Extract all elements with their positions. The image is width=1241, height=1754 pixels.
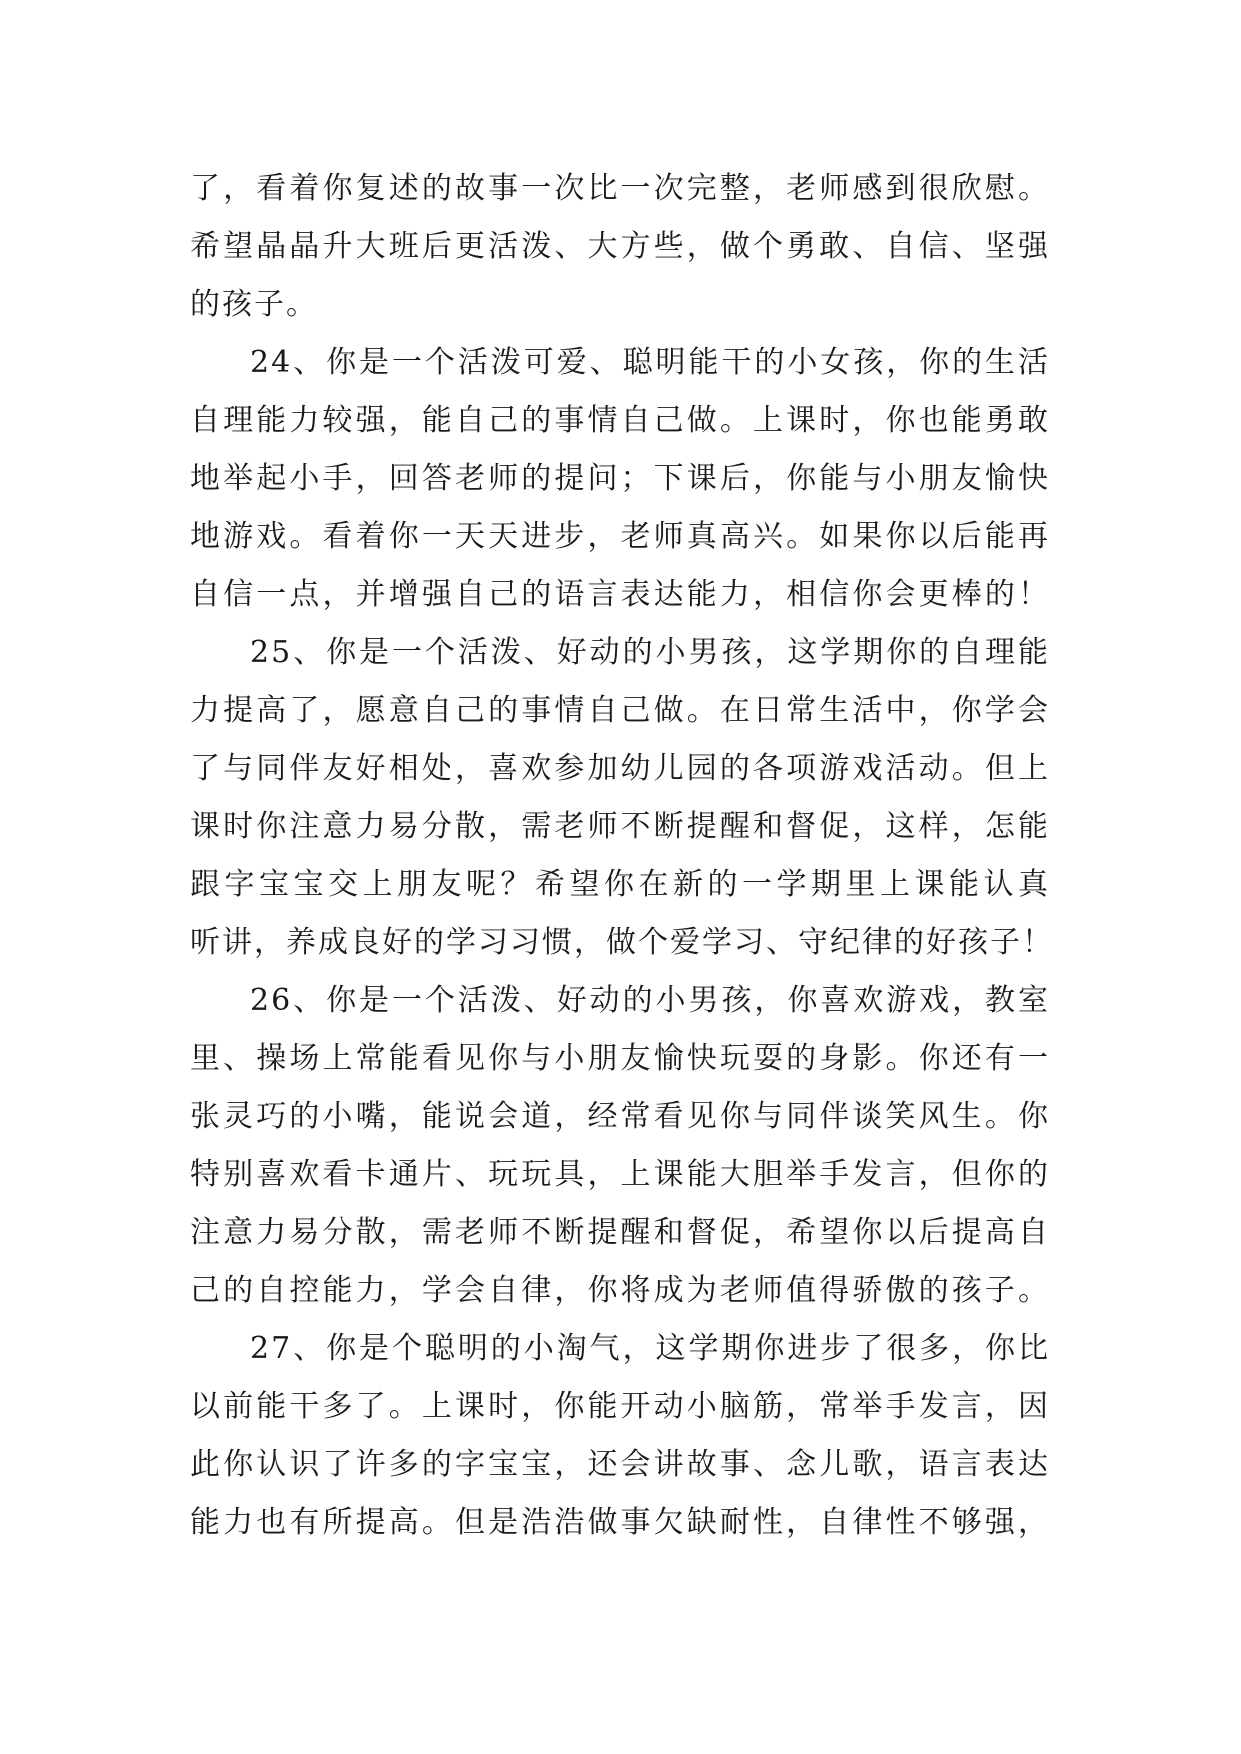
text-line: 自理能力较强，能自己的事情自己做。上课时，你也能勇敢: [190, 403, 1050, 438]
text-line: 地举起小手，回答老师的提问；下课后，你能与小朋友愉快: [190, 461, 1050, 496]
text-line: 跟字宝宝交上朋友呢？希望你在新的一学期里上课能认真: [190, 867, 1050, 902]
paragraph-continuation: [190, 160, 1050, 334]
paragraph-27: [190, 1320, 1050, 1552]
text-line: 特别喜欢看卡通片、玩玩具，上课能大胆举手发言，但你的: [190, 1157, 1050, 1192]
text-line: 自信一点，并增强自己的语言表达能力，相信你会更棒的！: [190, 577, 1050, 612]
text-line: 希望晶晶升大班后更活泼、大方些，做个勇敢、自信、坚强: [190, 229, 1050, 264]
text-line: 能力也有所提高。但是浩浩做事欠缺耐性，自律性不够强，: [190, 1505, 1050, 1540]
text-line: 地游戏。看着你一天天进步，老师真高兴。如果你以后能再: [190, 519, 1050, 554]
paragraph-26: [190, 972, 1050, 1320]
text-line: 了，看着你复述的故事一次比一次完整，老师感到很欣慰。: [190, 171, 1050, 206]
document-body: [190, 160, 1054, 1552]
text-line: 力提高了，愿意自己的事情自己做。在日常生活中，你学会: [190, 693, 1050, 728]
text-line: 25、你是一个活泼、好动的小男孩，这学期你的自理能: [250, 635, 1050, 670]
text-line: 里、操场上常能看见你与小朋友愉快玩耍的身影。你还有一: [190, 1041, 1050, 1076]
text-line: 27、你是个聪明的小淘气，这学期你进步了很多，你比: [250, 1331, 1050, 1366]
text-line: 注意力易分散，需老师不断提醒和督促，希望你以后提高自: [190, 1215, 1050, 1250]
text-line: 24、你是一个活泼可爱、聪明能干的小女孩，你的生活: [250, 345, 1050, 380]
text-line: 己的自控能力，学会自律，你将成为老师值得骄傲的孩子。: [190, 1273, 1050, 1308]
paragraph-24: [190, 334, 1050, 624]
text-line: 以前能干多了。上课时，你能开动小脑筋，常举手发言，因: [190, 1389, 1050, 1424]
paragraph-25: [190, 624, 1054, 972]
text-line: 了与同伴友好相处，喜欢参加幼儿园的各项游戏活动。但上: [190, 751, 1050, 786]
text-line: 的孩子。: [190, 287, 318, 322]
text-line: 此你认识了许多的字宝宝，还会讲故事、念儿歌，语言表达: [190, 1447, 1050, 1482]
text-line: 26、你是一个活泼、好动的小男孩，你喜欢游戏，教室: [250, 983, 1050, 1018]
text-line: 课时你注意力易分散，需老师不断提醒和督促，这样，怎能: [190, 809, 1050, 844]
text-line: 听讲，养成良好的学习习惯，做个爱学习、守纪律的好孩子！: [190, 925, 1054, 960]
text-line: 张灵巧的小嘴，能说会道，经常看见你与同伴谈笑风生。你: [190, 1099, 1050, 1134]
